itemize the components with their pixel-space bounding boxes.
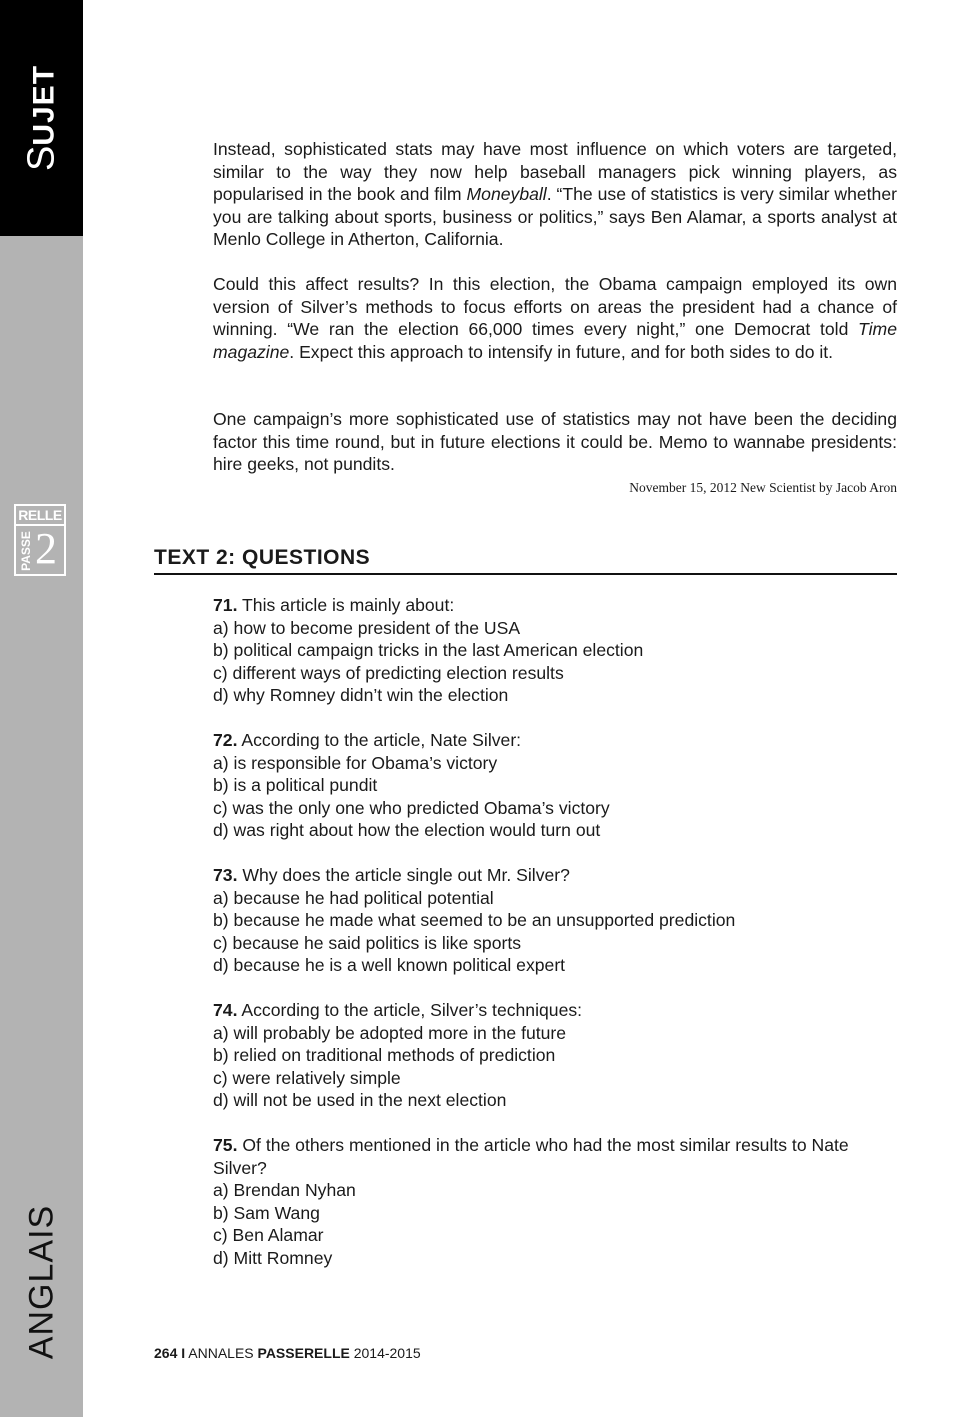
question-block xyxy=(213,729,897,842)
question-stem xyxy=(213,594,897,617)
logo-text-top: RELLE xyxy=(16,506,64,526)
question-block xyxy=(213,1134,897,1269)
question-number: 73. xyxy=(213,865,238,885)
answer-option: a) because he had political potential xyxy=(213,887,494,908)
subject-label: ANGLAIS xyxy=(22,1204,61,1360)
answer-option: c) was the only one who predicted Obama’s victory xyxy=(213,797,610,818)
question-block xyxy=(213,999,897,1112)
question-block xyxy=(213,864,897,977)
question-stem xyxy=(213,729,897,752)
answer-option: c) Ben Alamar xyxy=(213,1225,324,1245)
passerelle-logo xyxy=(14,504,66,576)
answer-option: b) political campaign tricks in the last American election xyxy=(213,640,644,660)
question-number: 72. xyxy=(213,730,238,750)
question-text: This article is mainly about: xyxy=(242,595,455,615)
answer-option: d) was right about how the election would turn out xyxy=(213,820,601,840)
question-number: 71. xyxy=(213,595,238,615)
question-text: Of the others mentioned in the article who had the most similar results to Nate Silver? xyxy=(213,1135,849,1178)
answer-option: b) Sam Wang xyxy=(213,1202,320,1223)
logo-text-side: PASSE xyxy=(18,531,33,571)
article-source: November 15, 2012 New Scientist by Jacob Aron xyxy=(629,480,897,495)
answer-option: c) different ways of predicting election results xyxy=(213,662,564,683)
question-stem xyxy=(213,1134,897,1179)
question-block xyxy=(213,594,897,707)
paragraph-text: One campaign’s more sophisticated use of statistics may not have been the deciding factor this time round, but in future elections it could be. Memo to wannabe presidents: hire geeks, not pundits. xyxy=(213,409,897,474)
question-number: 75. xyxy=(213,1135,238,1155)
answer-option: c) were relatively simple xyxy=(213,1067,401,1088)
answer-option: b) is a political pundit xyxy=(213,775,378,795)
article-paragraph xyxy=(213,408,897,476)
article-paragraph xyxy=(213,273,897,363)
answer-option: c) because he said politics is like sports xyxy=(213,932,522,953)
answer-option: a) will probably be adopted more in the future xyxy=(213,1022,567,1043)
paragraph-text: Could this affect results? In this election, the Obama campaign employed its own version of Silver’s methods to focus efforts on areas the president had a chance of winning. “We ran the election 66,000 times every night,” one Democrat told xyxy=(213,274,897,339)
footer-separator: I xyxy=(181,1345,186,1361)
question-text: According to the article, Silver’s techniques: xyxy=(241,1000,583,1020)
paragraph-text: Instead, sophisticated stats may have most influence on which voters are targeted, similar to the way they now help baseball managers pick winning players, as popularised in the book and film xyxy=(213,139,897,204)
section-label: SUJET xyxy=(20,64,63,172)
footer-years: 2014-2015 xyxy=(353,1345,421,1361)
footer-brand: PASSERELLE xyxy=(257,1345,350,1361)
paragraph-text: . “The use of statistics is very similar whether you are talking about sports, business or politics,” says Ben Alamar, a sports analyst at Menlo College in Atherton, California. xyxy=(213,184,897,249)
section-title: TEXT 2: QUESTIONS xyxy=(154,545,897,575)
article-paragraph xyxy=(213,138,897,251)
page-number: 264 xyxy=(154,1345,178,1361)
answer-option: d) because he is a well known political expert xyxy=(213,955,566,975)
answer-option: b) because he made what seemed to be an unsupported prediction xyxy=(213,910,736,930)
answer-option: d) Mitt Romney xyxy=(213,1247,333,1268)
answer-option: b) relied on traditional methods of prediction xyxy=(213,1045,556,1065)
italic-title: Moneyball xyxy=(466,184,547,204)
answer-option: a) is responsible for Obama’s victory xyxy=(213,752,498,773)
question-text: According to the article, Nate Silver: xyxy=(241,730,522,750)
answer-option: d) will not be used in the next election xyxy=(213,1090,507,1110)
logo-number: 2 xyxy=(35,524,57,573)
question-number: 74. xyxy=(213,1000,238,1020)
page-footer xyxy=(154,1345,421,1361)
answer-option: a) Brendan Nyhan xyxy=(213,1180,356,1200)
italic-title: Time magazine xyxy=(213,319,897,362)
question-stem xyxy=(213,864,897,887)
sidebar xyxy=(0,0,83,1417)
footer-annales: ANNALES xyxy=(188,1345,254,1361)
question-text: Why does the article single out Mr. Silver? xyxy=(242,865,570,885)
answer-option: d) why Romney didn’t win the election xyxy=(213,685,509,705)
answer-option: a) how to become president of the USA xyxy=(213,617,521,638)
question-stem xyxy=(213,999,897,1022)
paragraph-text: . Expect this approach to intensify in future, and for both sides to do it. xyxy=(289,341,834,362)
